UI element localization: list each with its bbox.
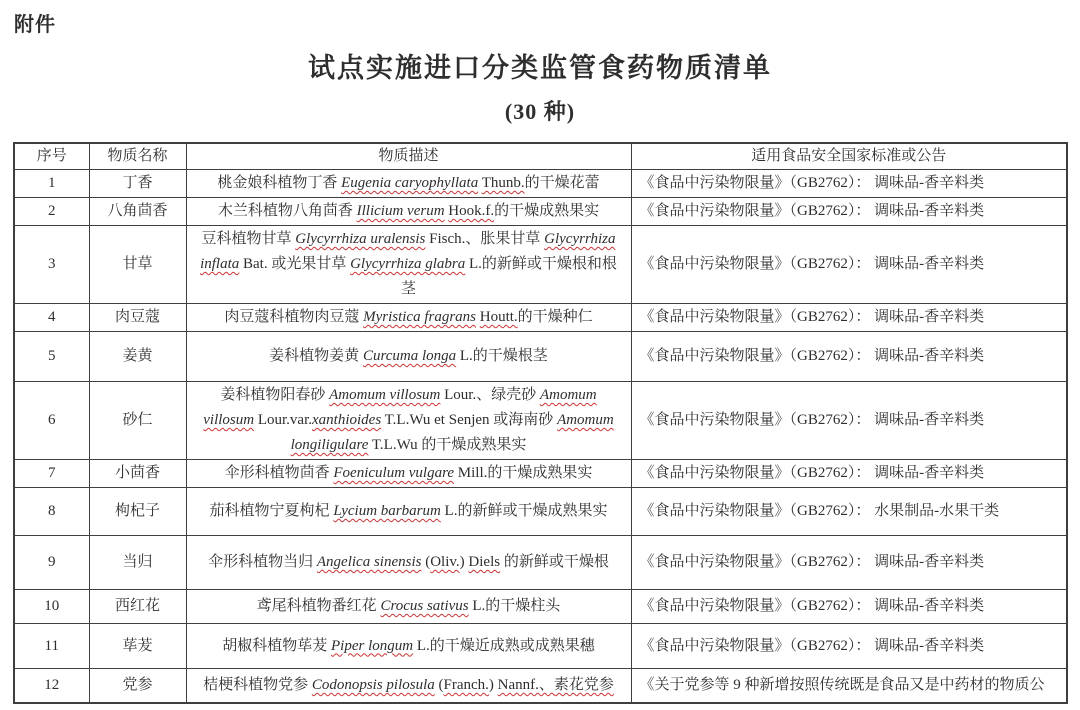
substance-description-cell — [186, 624, 631, 669]
substance-name-cell: 枸杞子 — [89, 488, 186, 536]
table-row — [14, 669, 1067, 703]
latin-name-text: Piper longum — [331, 637, 414, 654]
latin-name-text: Eugenia caryophyllata — [341, 175, 479, 191]
substance-name-cell: 甘草 — [89, 226, 186, 304]
description-text: ) — [488, 676, 498, 693]
applicable-standard-cell: 《食品中污染物限量》（GB2762）： 调味品-香辛料类 — [631, 590, 1067, 624]
attachment-label: 附件 — [14, 14, 56, 36]
table-row — [14, 170, 1067, 198]
latin-name-text: Lycium barbarum — [333, 503, 441, 519]
table-row — [14, 488, 1067, 536]
table-row — [14, 198, 1067, 226]
latin-name-text: Codonopsis pilosula — [311, 676, 435, 693]
latin-name-text: xanthioides — [312, 412, 382, 428]
description-text: Mill.的干燥成熟果实 — [454, 465, 593, 481]
row-number-cell: 9 — [14, 536, 89, 590]
table-row — [14, 590, 1067, 624]
substance-description-cell — [186, 226, 631, 304]
header-substance-description: 物质描述 — [186, 143, 631, 170]
description-text: L.的新鲜或干燥根和根茎 — [400, 256, 617, 297]
description-text: Fisch.、胀果甘草 — [425, 231, 545, 247]
substance-description-cell — [186, 669, 631, 703]
applicable-standard-cell: 《食品中污染物限量》（GB2762）： 调味品-香辛料类 — [631, 198, 1067, 226]
table-header-row — [14, 143, 1067, 170]
row-number-cell: 1 — [14, 170, 89, 198]
page-title: 试点实施进口分类监管食药物质清单 — [308, 53, 772, 83]
row-number-cell: 8 — [14, 488, 89, 536]
description-text: 桃金娘科植物丁香 — [217, 175, 342, 191]
latin-name-text: Myristica fragrans — [363, 309, 476, 325]
description-text: 的干燥种仁 — [517, 309, 593, 325]
description-text: Lour.、绿壳砂 — [440, 387, 540, 403]
row-number-cell: 2 — [14, 198, 89, 226]
row-number-cell: 10 — [14, 590, 89, 624]
applicable-standard-cell: 《食品中污染物限量》（GB2762）： 调味品-香辛料类 — [631, 332, 1067, 382]
description-text: 姜科植物姜黄 — [269, 348, 363, 364]
applicable-standard-cell: 《食品中污染物限量》（GB2762）： 调味品-香辛料类 — [631, 536, 1067, 590]
substance-description-cell — [186, 536, 631, 590]
row-number-cell: 3 — [14, 226, 89, 304]
header-no: 序号 — [14, 143, 89, 170]
substance-name-cell: 肉豆蔻 — [89, 304, 186, 332]
latin-name-text: Amomum villosum — [203, 387, 597, 428]
latin-name-text: Illicium verum — [356, 203, 445, 219]
applicable-standard-cell: 《食品中污染物限量》（GB2762）： 调味品-香辛料类 — [631, 624, 1067, 669]
description-text: 肉豆蔻科植物肉豆蔻 — [224, 309, 364, 325]
applicable-standard-cell: 《食品中污染物限量》（GB2762）： 水果制品-水果干类 — [631, 488, 1067, 536]
description-text: 豆科植物甘草 — [201, 231, 296, 247]
latin-name-text: Glycyrrhiza inflata — [200, 231, 616, 272]
description-text: Franch. — [443, 676, 489, 693]
description-text: Lour.var. — [254, 412, 312, 428]
description-text: L.的干燥近成熟或成熟果穗 — [413, 637, 595, 654]
table-row — [14, 332, 1067, 382]
description-text: 素花党参 — [553, 676, 614, 693]
substances-table — [13, 142, 1068, 704]
description-text: ( — [421, 554, 431, 570]
description-text: ( — [434, 676, 444, 693]
substance-description-cell — [186, 332, 631, 382]
applicable-standard-cell: 《关于党参等 9 种新增按照传统既是食品又是中药材的物质公 — [631, 669, 1067, 703]
latin-name-text: Angelica sinensis — [316, 554, 422, 570]
description-text: 伞形科植物茴香 — [224, 465, 334, 481]
table-row — [14, 226, 1067, 304]
substance-name-cell: 当归 — [89, 536, 186, 590]
description-text: L.的干燥柱头 — [468, 598, 561, 614]
latin-name-text: Foeniculum vulgare — [333, 465, 455, 481]
description-text: 桔梗科植物党参 — [203, 676, 312, 693]
table-row — [14, 624, 1067, 669]
row-number-cell: 4 — [14, 304, 89, 332]
substance-description-cell — [186, 304, 631, 332]
description-text: 胡椒科植物荜茇 — [222, 637, 331, 654]
description-text: 伞形科植物当归 — [208, 554, 317, 570]
description-text: Thunb. — [481, 175, 525, 191]
table-row — [14, 304, 1067, 332]
row-number-cell: 12 — [14, 669, 89, 703]
applicable-standard-cell: 《食品中污染物限量》（GB2762）： 调味品-香辛料类 — [631, 304, 1067, 332]
substance-description-cell — [186, 170, 631, 198]
description-text: 茄科植物宁夏枸杞 — [209, 503, 334, 519]
description-text: 姜科植物阳春砂 — [220, 387, 330, 403]
substance-name-cell: 砂仁 — [89, 382, 186, 460]
description-text: Nannf.、 — [497, 676, 554, 693]
substance-name-cell: 荜茇 — [89, 624, 186, 669]
latin-name-text: Glycyrrhiza uralensis — [295, 231, 426, 247]
description-text: 木兰科植物八角茴香 — [217, 203, 357, 219]
description-text: 鸢尾科植物番红花 — [256, 598, 381, 614]
description-text: Diels — [468, 554, 501, 570]
row-number-cell: 6 — [14, 382, 89, 460]
description-text: T.L.Wu 的干燥成熟果实 — [368, 437, 527, 453]
description-text: Oliv. — [430, 554, 460, 570]
latin-name-text: Curcuma longa — [362, 348, 457, 364]
description-text: Bat. 或光果甘草 — [239, 256, 351, 272]
substance-description-cell — [186, 590, 631, 624]
row-number-cell: 11 — [14, 624, 89, 669]
substance-name-cell: 姜黄 — [89, 332, 186, 382]
substance-name-cell: 党参 — [89, 669, 186, 703]
row-number-cell: 5 — [14, 332, 89, 382]
description-text: Houtt. — [479, 309, 518, 325]
row-number-cell: 7 — [14, 460, 89, 488]
description-text: Hook.f. — [448, 203, 495, 219]
description-text: L.的干燥根茎 — [456, 348, 548, 364]
substance-description-cell — [186, 488, 631, 536]
table-body — [14, 170, 1067, 703]
table-row — [14, 536, 1067, 590]
applicable-standard-cell: 《食品中污染物限量》（GB2762）： 调味品-香辛料类 — [631, 226, 1067, 304]
applicable-standard-cell: 《食品中污染物限量》（GB2762）： 调味品-香辛料类 — [631, 170, 1067, 198]
table-row — [14, 382, 1067, 460]
description-text: 的干燥成熟果实 — [494, 203, 600, 219]
description-text: ) — [459, 554, 469, 570]
latin-name-text: Amomum villosum — [329, 387, 441, 403]
substance-description-cell — [186, 382, 631, 460]
applicable-standard-cell: 《食品中污染物限量》（GB2762）： 调味品-香辛料类 — [631, 460, 1067, 488]
description-text: 的新鲜或干燥根 — [500, 554, 609, 570]
table-row — [14, 460, 1067, 488]
latin-name-text: Glycyrrhiza glabra — [350, 256, 466, 272]
latin-name-text: Amomum longiligulare — [290, 412, 614, 453]
substance-name-cell: 西红花 — [89, 590, 186, 624]
header-substance-name: 物质名称 — [89, 143, 186, 170]
description-text: L.的新鲜或干燥成熟果实 — [440, 503, 608, 519]
substance-name-cell: 八角茴香 — [89, 198, 186, 226]
substance-description-cell — [186, 198, 631, 226]
substance-name-cell: 丁香 — [89, 170, 186, 198]
header-applicable-standard: 适用食品安全国家标准或公告 — [631, 143, 1067, 170]
description-text: T.L.Wu et Senjen 或海南砂 — [381, 412, 558, 428]
substance-name-cell: 小茴香 — [89, 460, 186, 488]
description-text: 的干燥花蕾 — [524, 175, 600, 191]
substance-description-cell — [186, 460, 631, 488]
applicable-standard-cell: 《食品中污染物限量》（GB2762）： 调味品-香辛料类 — [631, 382, 1067, 460]
latin-name-text: Crocus sativus — [380, 598, 469, 614]
page-subtitle: (30 种) — [504, 99, 576, 124]
